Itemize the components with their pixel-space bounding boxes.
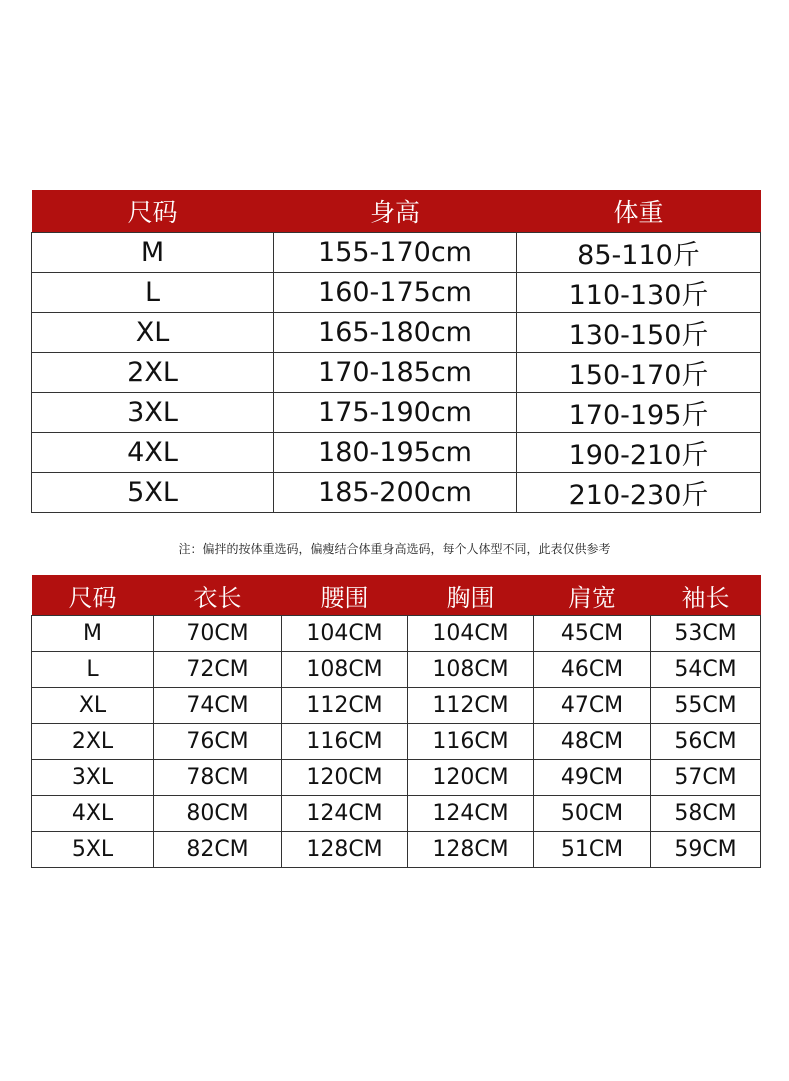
table-cell: 150-170斤 [517, 353, 761, 393]
column-header: 肩宽 [534, 575, 651, 616]
table-cell: 120CM [408, 760, 534, 796]
table-cell: 74CM [154, 688, 282, 724]
table-cell: 58CM [651, 796, 761, 832]
table-cell: 3XL [32, 760, 154, 796]
size-height-weight-table [31, 190, 761, 513]
table-cell: XL [32, 313, 274, 353]
table-cell: 170-185cm [274, 353, 517, 393]
table-row [32, 353, 761, 393]
table-cell: 72CM [154, 652, 282, 688]
table-cell: 110-130斤 [517, 273, 761, 313]
table-row [32, 616, 761, 652]
table-cell: 160-175cm [274, 273, 517, 313]
table-cell: 80CM [154, 796, 282, 832]
table-cell: 49CM [534, 760, 651, 796]
column-header: 胸围 [408, 575, 534, 616]
table-cell: 3XL [32, 393, 274, 433]
table-cell: 175-190cm [274, 393, 517, 433]
table-cell: 5XL [32, 473, 274, 513]
table-row [32, 313, 761, 353]
table-cell: 128CM [282, 832, 408, 868]
table-cell: 116CM [408, 724, 534, 760]
table-row [32, 760, 761, 796]
table-cell: L [32, 273, 274, 313]
table-cell: 55CM [651, 688, 761, 724]
table-row [32, 233, 761, 273]
table-row [32, 724, 761, 760]
table-header-row [32, 575, 761, 616]
table-cell: 51CM [534, 832, 651, 868]
table-cell: 46CM [534, 652, 651, 688]
column-header: 尺码 [32, 575, 154, 616]
table-cell: 56CM [651, 724, 761, 760]
table-cell: 130-150斤 [517, 313, 761, 353]
table-cell: M [32, 616, 154, 652]
table-row [32, 433, 761, 473]
table-cell: 50CM [534, 796, 651, 832]
table-cell: 4XL [32, 433, 274, 473]
table-row [32, 393, 761, 433]
table-cell: 170-195斤 [517, 393, 761, 433]
table-cell: 5XL [32, 832, 154, 868]
garment-measurement-table [31, 575, 761, 868]
table-cell: 2XL [32, 353, 274, 393]
table-row [32, 688, 761, 724]
column-header: 衣长 [154, 575, 282, 616]
table-cell: 165-180cm [274, 313, 517, 353]
table-cell: 124CM [408, 796, 534, 832]
table-cell: 82CM [154, 832, 282, 868]
table-cell: 85-110斤 [517, 233, 761, 273]
table-cell: 78CM [154, 760, 282, 796]
table-cell: 54CM [651, 652, 761, 688]
column-header: 尺码 [32, 190, 274, 233]
table-cell: 45CM [534, 616, 651, 652]
table-cell: 47CM [534, 688, 651, 724]
table-row [32, 473, 761, 513]
column-header: 体重 [517, 190, 761, 233]
table-cell: M [32, 233, 274, 273]
table-cell: 4XL [32, 796, 154, 832]
table-cell: 48CM [534, 724, 651, 760]
table-cell: L [32, 652, 154, 688]
table-cell: 185-200cm [274, 473, 517, 513]
table-row [32, 652, 761, 688]
table-cell: 57CM [651, 760, 761, 796]
table-cell: 104CM [408, 616, 534, 652]
table-cell: 76CM [154, 724, 282, 760]
table-cell: 210-230斤 [517, 473, 761, 513]
size-note: 注：偏拌的按体重选码，偏瘦结合体重身高选码，每个人体型不同，此表仅供参考 [178, 542, 611, 556]
table-cell: XL [32, 688, 154, 724]
table-cell: 108CM [408, 652, 534, 688]
table-cell: 112CM [282, 688, 408, 724]
table-cell: 120CM [282, 760, 408, 796]
table-cell: 180-195cm [274, 433, 517, 473]
table-cell: 116CM [282, 724, 408, 760]
table-cell: 155-170cm [274, 233, 517, 273]
table-cell: 190-210斤 [517, 433, 761, 473]
table-cell: 53CM [651, 616, 761, 652]
table-cell: 70CM [154, 616, 282, 652]
table-row [32, 273, 761, 313]
table-cell: 112CM [408, 688, 534, 724]
table-row [32, 796, 761, 832]
table-row [32, 832, 761, 868]
table-cell: 104CM [282, 616, 408, 652]
column-header: 身高 [274, 190, 517, 233]
column-header: 袖长 [651, 575, 761, 616]
table-cell: 124CM [282, 796, 408, 832]
table-cell: 59CM [651, 832, 761, 868]
table-cell: 2XL [32, 724, 154, 760]
table-cell: 128CM [408, 832, 534, 868]
column-header: 腰围 [282, 575, 408, 616]
table-cell: 108CM [282, 652, 408, 688]
table-header-row [32, 190, 761, 233]
